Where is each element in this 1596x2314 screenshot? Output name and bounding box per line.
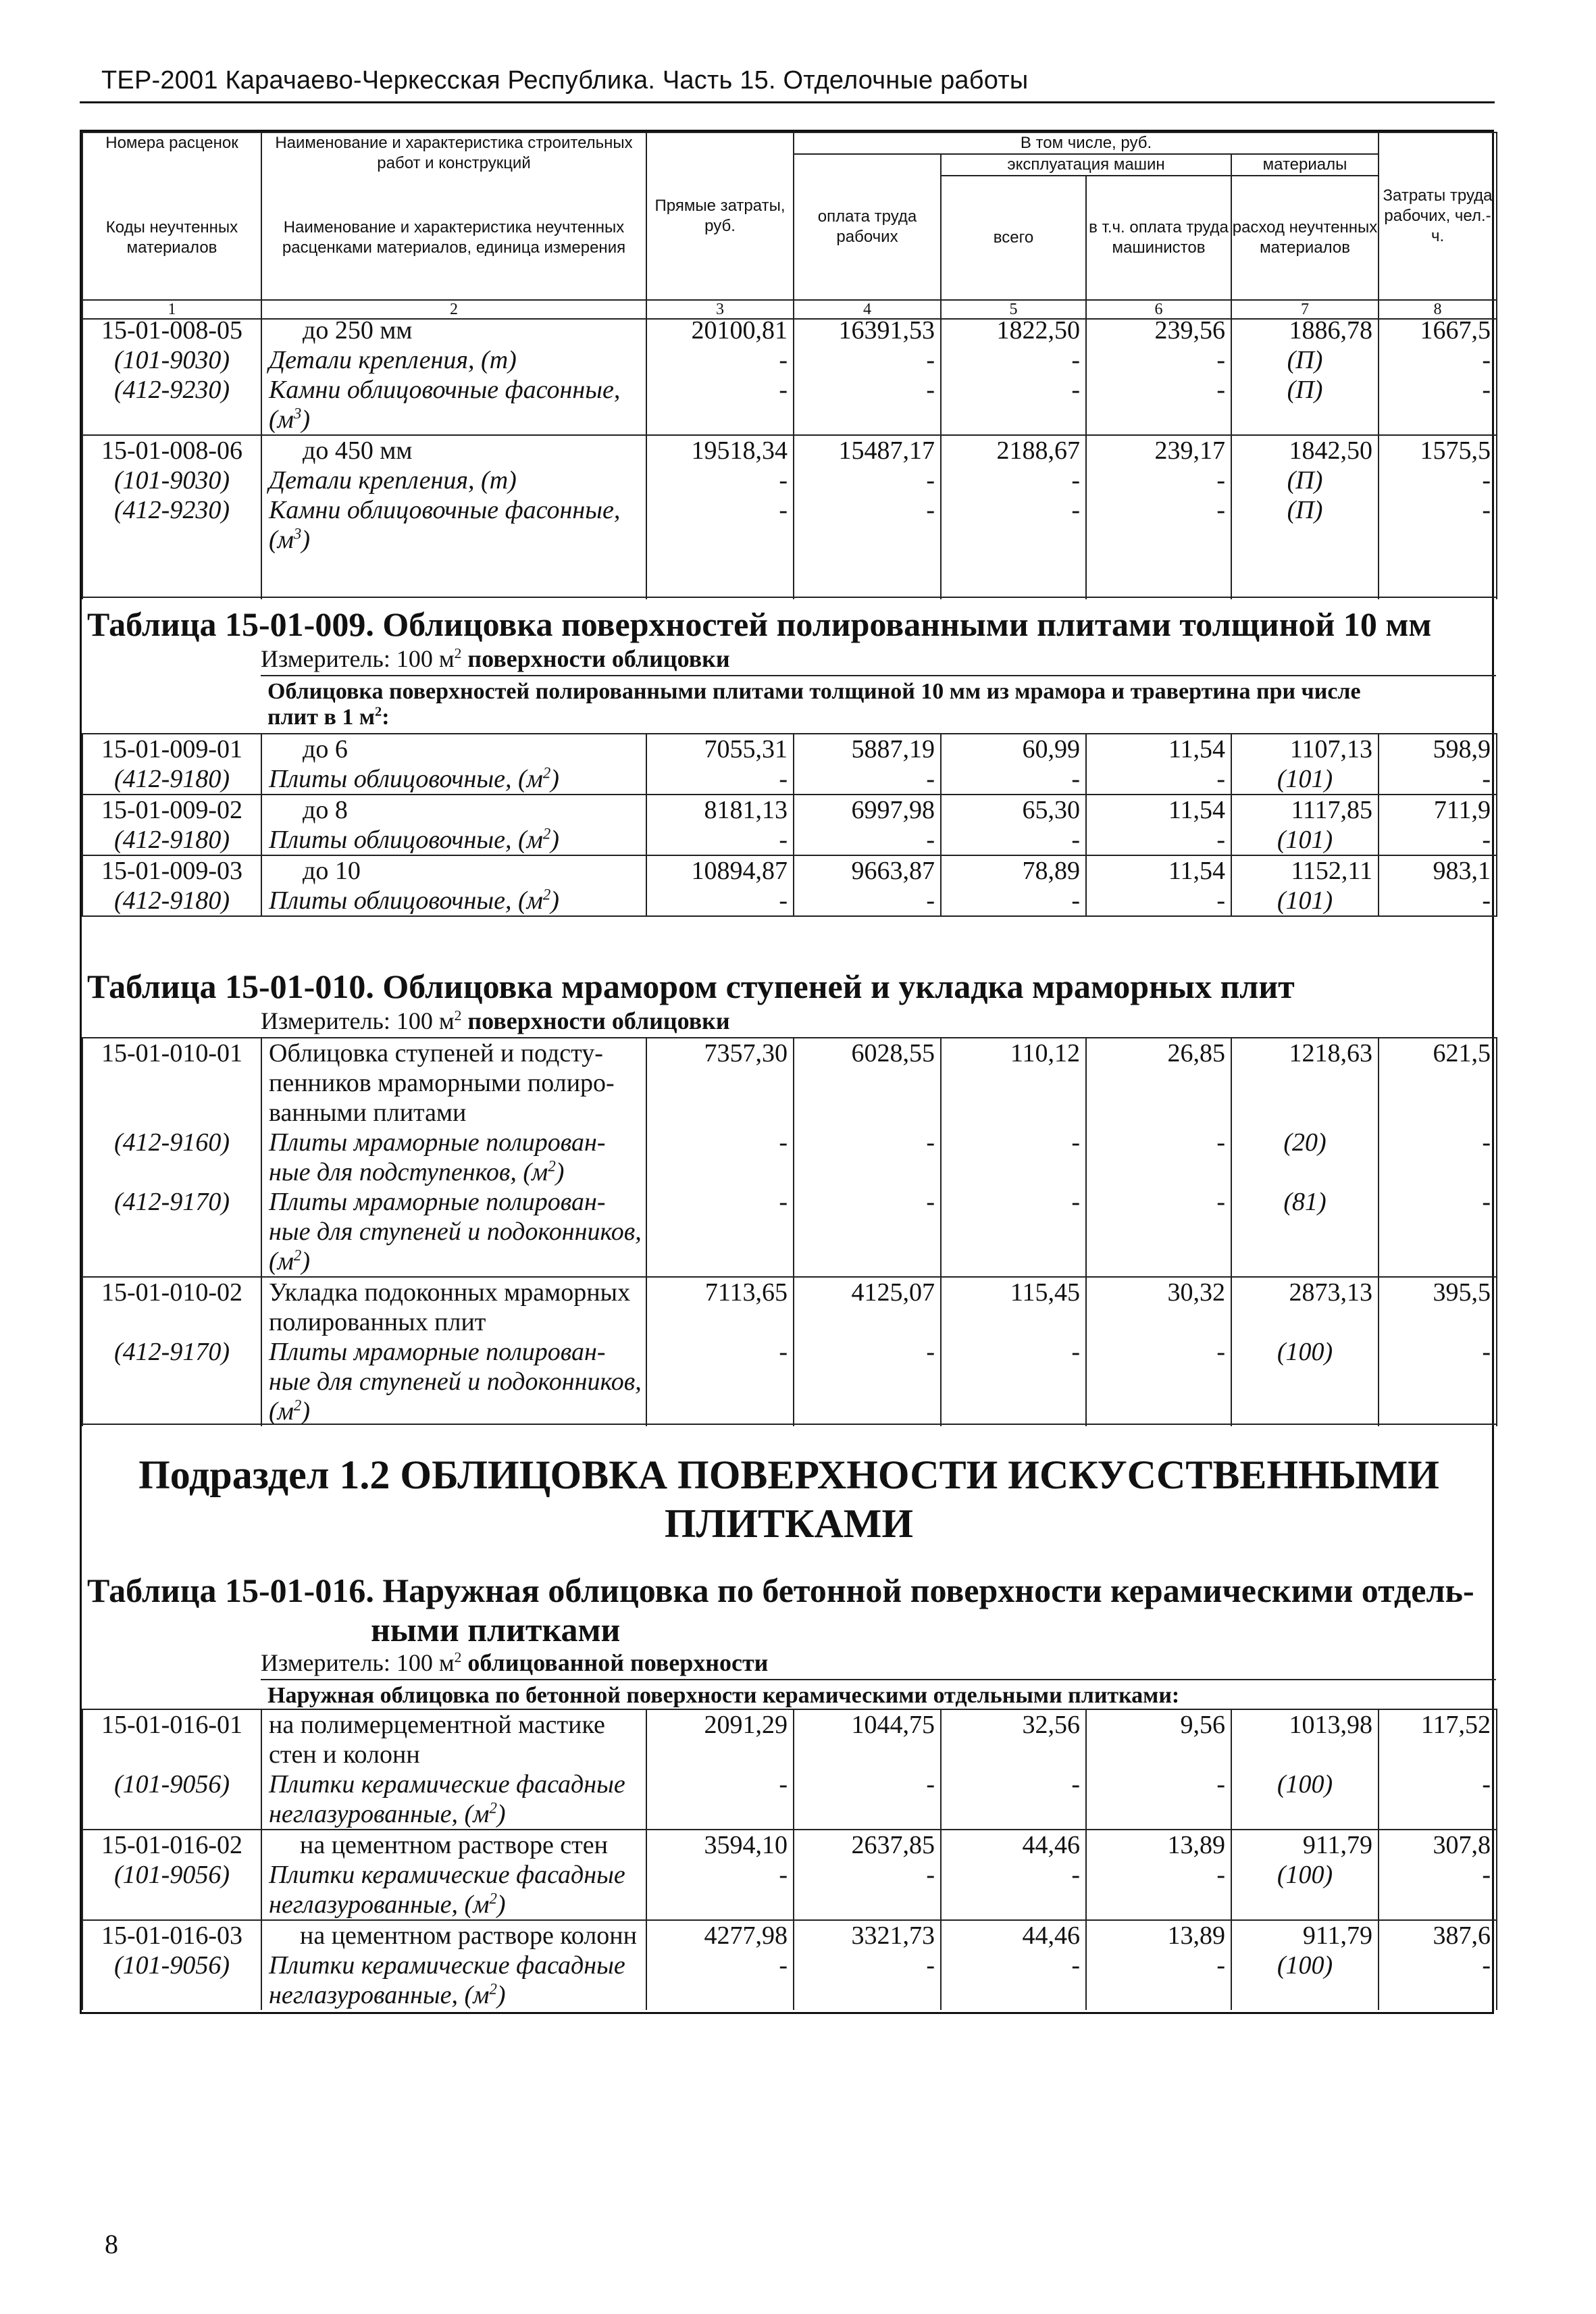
measure-suffix: поверхности облицовки xyxy=(461,645,730,672)
cell-dash: - xyxy=(794,1860,941,1920)
cell-dash: - xyxy=(646,1769,794,1830)
unit-text: (м xyxy=(269,405,294,434)
cell-direct: 20100,81 xyxy=(646,316,794,345)
cell-dash: - xyxy=(1379,1951,1497,2010)
materials-title: материалы xyxy=(1231,154,1379,176)
measure-prefix: Измеритель: 100 м xyxy=(261,1649,455,1676)
measure-prefix: Измеритель: 100 м xyxy=(261,1007,455,1034)
material-name: Детали крепления, (т) xyxy=(261,345,646,375)
cell-labor: 711,9 xyxy=(1379,795,1497,825)
row-code: 15-01-016-03 xyxy=(82,1920,261,1951)
row-code: 15-01-016-02 xyxy=(82,1830,261,1860)
material-name: Плитки керамические фасадные неглазурованные, $(м^2)$ xyxy=(261,1951,646,2010)
cell-dash: - xyxy=(794,1769,941,1830)
cell-machinists: 239,17 xyxy=(1086,435,1231,466)
cell-material-ref: (100) xyxy=(1231,1769,1379,1830)
row-name: до 6 xyxy=(261,734,646,764)
cell-machines: 44,46 xyxy=(941,1920,1086,1951)
cell-dash: - xyxy=(646,764,794,795)
cell-dash: - xyxy=(794,466,941,495)
unit-text: (м xyxy=(269,526,294,554)
col2-title: Наименование и характеристика строительных работ и конструкций xyxy=(261,132,646,176)
table-009-measure xyxy=(261,645,730,672)
cell-pay: 9663,87 xyxy=(794,855,941,886)
divider xyxy=(82,1424,1496,1425)
cell-machinists: 9,56 xyxy=(1086,1709,1231,1769)
caption-line1: Облицовка поверхностей полированными плитами толщиной 10 мм из мрамора и травертина при числе xyxy=(267,679,1361,704)
cell-materials: 1886,78 xyxy=(1231,316,1379,345)
row-code: 15-01-008-06 xyxy=(82,435,261,466)
material-name-text: Плиты облицовочные, (м xyxy=(269,826,543,854)
material-code: (101-9056) xyxy=(82,1860,261,1920)
section-title-line2: ПЛИТКАМИ xyxy=(664,1501,914,1546)
cell-labor: 598,9 xyxy=(1379,734,1497,764)
material-code: (412-9180) xyxy=(82,825,261,855)
col6-title: в т.ч. оплата труда машинистов xyxy=(1086,176,1231,300)
material-name-text: Плитки керамические фасадные неглазурованные, (м xyxy=(269,1951,625,2009)
table-009-rows xyxy=(82,733,1497,917)
cell-direct: 7357,30 xyxy=(646,1038,794,1128)
row-code: 15-01-008-05 xyxy=(82,316,261,345)
material-name: Плиты облицовочные, $(м^2)$ xyxy=(261,825,646,855)
cell-dash: - xyxy=(1086,375,1231,435)
material-name-text: Плиты облицовочные, (м xyxy=(269,886,543,915)
cell-pay: 6028,55 xyxy=(794,1038,941,1128)
cell-dash: - xyxy=(794,1128,941,1187)
cell-dash: - xyxy=(1379,825,1497,855)
cell-machinists: 30,32 xyxy=(1086,1277,1231,1337)
cell-materials: 1842,50 xyxy=(1231,435,1379,466)
cell-dash: - xyxy=(794,1187,941,1277)
cell-dash: - xyxy=(646,1187,794,1277)
cell-material-ref: (П) xyxy=(1231,375,1379,435)
cell-labor: 983,1 xyxy=(1379,855,1497,886)
cell-dash: - xyxy=(941,1769,1086,1830)
cell-dash: - xyxy=(1379,375,1497,435)
cell-pay: 3321,73 xyxy=(794,1920,941,1951)
cell-dash: - xyxy=(794,764,941,795)
cell-dash: - xyxy=(646,1951,794,2010)
cell-materials: 1152,11 xyxy=(1231,855,1379,886)
table-016-caption: Наружная облицовка по бетонной поверхности керамическими отдельными плитками: xyxy=(261,1679,1496,1709)
cell-dash: - xyxy=(941,466,1086,495)
cell-machines: 115,45 xyxy=(941,1277,1086,1337)
cell-machinists: 239,56 xyxy=(1086,316,1231,345)
cell-direct: 3594,10 xyxy=(646,1830,794,1860)
cell-dash: - xyxy=(1086,1128,1231,1187)
cell-dash: - xyxy=(646,1128,794,1187)
cell-dash: - xyxy=(941,1187,1086,1277)
caption-colon: : xyxy=(382,705,390,730)
row-code: 15-01-009-03 xyxy=(82,855,261,886)
cell-machines: 110,12 xyxy=(941,1038,1086,1128)
table-016-measure xyxy=(261,1649,768,1676)
row-name: Облицовка ступеней и подсту-пенников мраморными полиро-ванными плитами xyxy=(261,1038,646,1128)
col-num: 3 xyxy=(646,300,794,319)
cell-dash: - xyxy=(646,466,794,495)
caption-sup: 2 xyxy=(374,704,382,720)
cell-dash: - xyxy=(1379,1337,1497,1426)
unit-sup: 2 xyxy=(542,886,551,903)
cell-dash: - xyxy=(1379,764,1497,795)
col3-title: Прямые затраты, руб. xyxy=(646,132,794,300)
cell-dash: - xyxy=(1086,886,1231,916)
cell-dash: - xyxy=(1379,495,1497,599)
material-code: (412-9180) xyxy=(82,886,261,916)
cell-dash: - xyxy=(1086,1337,1231,1426)
cell-pay: 6997,98 xyxy=(794,795,941,825)
cell-dash: - xyxy=(794,375,941,435)
cell-machines: 60,99 xyxy=(941,734,1086,764)
material-name-text: Плиты облицовочные, (м xyxy=(269,765,543,793)
cell-dash: - xyxy=(646,825,794,855)
cell-labor: 621,5 xyxy=(1379,1038,1497,1128)
material-name: Плиты облицовочные, $(м^2)$ xyxy=(261,764,646,795)
machines-title: эксплуатация машин xyxy=(941,154,1231,176)
material-code: (412-9230) xyxy=(82,375,261,435)
row-code: 15-01-009-01 xyxy=(82,734,261,764)
material-name-text: Плиты мраморные полирован-ные для ступеней и подоконников, (м xyxy=(269,1338,642,1426)
measure-sup: 2 xyxy=(454,1649,462,1665)
material-name: Плитки керамические фасадные неглазурованные, $(м^2)$ xyxy=(261,1860,646,1920)
cell-dash: - xyxy=(646,886,794,916)
measure-prefix: Измеритель: 100 м xyxy=(261,645,455,672)
cell-dash: - xyxy=(1379,1769,1497,1830)
cell-material-ref: (100) xyxy=(1231,1951,1379,2010)
cell-material-ref: (101) xyxy=(1231,825,1379,855)
section-title-line1: Подраздел 1.2 ОБЛИЦОВКА ПОВЕРХНОСТИ ИСКУССТВЕННЫМИ xyxy=(138,1453,1439,1497)
cell-dash: - xyxy=(1086,1187,1231,1277)
row-name: до 8 xyxy=(261,795,646,825)
cell-dash: - xyxy=(941,886,1086,916)
col2-subtitle: Наименование и характеристика неучтенных расценками материалов, единица измерения xyxy=(261,176,646,300)
cell-direct: 2091,29 xyxy=(646,1709,794,1769)
material-name: Плиты мраморные полирован-ные для ступеней и подоконников, $(м^2)$ xyxy=(261,1187,646,1277)
cell-dash: - xyxy=(941,1128,1086,1187)
cell-direct: 7113,65 xyxy=(646,1277,794,1337)
cell-material-ref: (81) xyxy=(1231,1187,1379,1277)
cell-machinists: 13,89 xyxy=(1086,1920,1231,1951)
table-009-caption xyxy=(261,675,1496,730)
material-code: (412-9170) xyxy=(82,1337,261,1426)
material-name-text: Плиты мраморные полирован-ные для ступеней и подоконников, (м xyxy=(269,1188,642,1276)
cell-material-ref: (П) xyxy=(1231,495,1379,599)
cell-direct: 19518,34 xyxy=(646,435,794,466)
cell-dash: - xyxy=(646,495,794,599)
col-num: 5 xyxy=(941,300,1086,319)
material-name-text: Плитки керамические фасадные неглазурованные, (м xyxy=(269,1770,625,1828)
cell-dash: - xyxy=(646,345,794,375)
cell-machinists: 11,54 xyxy=(1086,734,1231,764)
cell-dash: - xyxy=(794,886,941,916)
page-frame xyxy=(80,130,1494,2014)
cell-dash: - xyxy=(1086,345,1231,375)
cell-dash: - xyxy=(941,1337,1086,1426)
cell-materials: 1117,85 xyxy=(1231,795,1379,825)
cell-dash: - xyxy=(1086,466,1231,495)
col4-title: оплата труда рабочих xyxy=(794,154,941,300)
cell-dash: - xyxy=(794,825,941,855)
cell-dash: - xyxy=(1379,466,1497,495)
material-code: (412-9180) xyxy=(82,764,261,795)
cell-dash: - xyxy=(941,375,1086,435)
cell-material-ref: (100) xyxy=(1231,1860,1379,1920)
col-num: 6 xyxy=(1086,300,1231,319)
cell-dash: - xyxy=(794,1337,941,1426)
cell-labor: 395,5 xyxy=(1379,1277,1497,1337)
cell-pay: 5887,19 xyxy=(794,734,941,764)
incl-title: В том числе, руб. xyxy=(794,132,1379,154)
material-name-text: Плиты мраморные полирован-ные для подступенков, (м xyxy=(269,1128,606,1186)
cell-dash: - xyxy=(646,1337,794,1426)
cell-materials: 911,79 xyxy=(1231,1830,1379,1860)
cell-machines: 32,56 xyxy=(941,1709,1086,1769)
cell-machines: 1822,50 xyxy=(941,316,1086,345)
cell-materials: 1218,63 xyxy=(1231,1038,1379,1128)
cell-direct: 10894,87 xyxy=(646,855,794,886)
caption-line2: плит в 1 м xyxy=(267,705,375,730)
divider xyxy=(82,597,1496,598)
row-code: 15-01-009-02 xyxy=(82,795,261,825)
col8-title: Затраты труда рабочих, чел.-ч. xyxy=(1379,132,1497,300)
unit-sup: 2 xyxy=(542,825,551,842)
cell-dash: - xyxy=(1379,886,1497,916)
unit-sup: 2 xyxy=(293,1397,302,1414)
cell-material-ref: (П) xyxy=(1231,466,1379,495)
cell-pay: 1044,75 xyxy=(794,1709,941,1769)
material-name: Плиты мраморные полирован-ные для подступенков, $(м^2)$ xyxy=(261,1128,646,1187)
cell-dash: - xyxy=(941,764,1086,795)
row-name: до 450 мм xyxy=(261,435,646,466)
cell-dash: - xyxy=(1086,764,1231,795)
cell-direct: 4277,98 xyxy=(646,1920,794,1951)
cell-dash: - xyxy=(794,345,941,375)
cell-material-ref: (П) xyxy=(1231,345,1379,375)
col-num: 4 xyxy=(794,300,941,319)
row-code: 15-01-010-02 xyxy=(82,1277,261,1337)
cell-dash: - xyxy=(646,375,794,435)
column-header xyxy=(82,132,1497,320)
material-code: (101-9056) xyxy=(82,1951,261,2010)
material-name: Камни облицовочные фасонные, $(м^3)$ xyxy=(261,375,646,435)
row-name: на полимерцементной мастике стен и колонн xyxy=(261,1709,646,1769)
cell-pay: 16391,53 xyxy=(794,316,941,345)
col-num: 2 xyxy=(261,300,646,319)
cell-dash: - xyxy=(1086,495,1231,599)
material-name: Камни облицовочные фасонные, $(м^3)$ xyxy=(261,495,646,599)
cell-machines: 65,30 xyxy=(941,795,1086,825)
header-rule xyxy=(80,101,1495,103)
table-010-rows xyxy=(82,1037,1497,1426)
table-008-rows xyxy=(82,316,1497,599)
cell-dash: - xyxy=(794,1951,941,2010)
cell-dash: - xyxy=(1379,345,1497,375)
cell-dash: - xyxy=(646,1860,794,1920)
cell-machines: 2188,67 xyxy=(941,435,1086,466)
cell-labor: 1575,5 xyxy=(1379,435,1497,466)
col-num: 1 xyxy=(82,300,261,319)
cell-labor: 307,8 xyxy=(1379,1830,1497,1860)
cell-material-ref: (101) xyxy=(1231,886,1379,916)
cell-dash: - xyxy=(941,345,1086,375)
unit-sup: 2 xyxy=(489,1890,497,1907)
row-code: 15-01-010-01 xyxy=(82,1038,261,1128)
cell-dash: - xyxy=(1379,1860,1497,1920)
cell-materials: 1107,13 xyxy=(1231,734,1379,764)
cell-machinists: 13,89 xyxy=(1086,1830,1231,1860)
unit-sup: 2 xyxy=(542,764,551,782)
material-code: (412-9230) xyxy=(82,495,261,599)
measure-sup: 2 xyxy=(454,1007,462,1024)
cell-dash: - xyxy=(941,1860,1086,1920)
col5-title: всего xyxy=(941,176,1086,300)
table-010-title: Таблица 15-01-010. Облицовка мрамором ступеней и укладка мраморных плит xyxy=(87,967,1295,1005)
cell-dash: - xyxy=(1379,1187,1497,1277)
measure-suffix: поверхности облицовки xyxy=(461,1007,730,1034)
cell-dash: - xyxy=(794,495,941,599)
cell-pay: 15487,17 xyxy=(794,435,941,466)
cell-dash: - xyxy=(1379,1128,1497,1187)
cell-materials: 1013,98 xyxy=(1231,1709,1379,1769)
unit-sup: 2 xyxy=(293,1247,302,1264)
cell-direct: 7055,31 xyxy=(646,734,794,764)
cell-pay: 4125,07 xyxy=(794,1277,941,1337)
table-016-title-line2: ными плитками xyxy=(371,1611,621,1649)
material-name: Плитки керамические фасадные неглазурованные, $(м^2)$ xyxy=(261,1769,646,1830)
table-009-title: Таблица 15-01-009. Облицовка поверхностей полированными плитами толщиной 10 мм xyxy=(87,605,1432,643)
measure-suffix: облицованной поверхности xyxy=(461,1649,769,1676)
material-code: (412-9170) xyxy=(82,1187,261,1277)
row-name: до 250 мм xyxy=(261,316,646,345)
cell-machinists: 26,85 xyxy=(1086,1038,1231,1128)
cell-material-ref: (100) xyxy=(1231,1337,1379,1426)
material-code: (101-9030) xyxy=(82,466,261,495)
row-code: 15-01-016-01 xyxy=(82,1709,261,1769)
table-016-title xyxy=(87,1571,1474,1649)
cell-labor: 1667,5 xyxy=(1379,316,1497,345)
material-name-text: Камни облицовочные фасонные, xyxy=(269,376,621,404)
table-016-rows xyxy=(82,1709,1497,2010)
material-name-text: Камни облицовочные фасонные, xyxy=(269,496,621,524)
material-name: Плиты мраморные полирован-ные для ступеней и подоконников, $(м^2)$ xyxy=(261,1337,646,1426)
col1-subtitle: Коды неучтенных материалов xyxy=(82,176,261,300)
cell-dash: - xyxy=(1086,1860,1231,1920)
material-name-text: Плитки керамические фасадные неглазурованные, (м xyxy=(269,1861,625,1919)
cell-materials: 911,79 xyxy=(1231,1920,1379,1951)
cell-dash: - xyxy=(1086,825,1231,855)
unit-sup: 2 xyxy=(489,1980,497,1998)
cell-machinists: 11,54 xyxy=(1086,855,1231,886)
unit-sup: 3 xyxy=(293,405,302,422)
unit-sup: 2 xyxy=(548,1157,556,1175)
cell-dash: - xyxy=(1086,1769,1231,1830)
cell-material-ref: (20) xyxy=(1231,1128,1379,1187)
row-name: на цементном растворе стен xyxy=(261,1830,646,1860)
measure-sup: 2 xyxy=(454,645,462,661)
col1-title: Номера расценок xyxy=(82,132,261,176)
cell-material-ref: (101) xyxy=(1231,764,1379,795)
material-name: Плиты облицовочные, $(м^2)$ xyxy=(261,886,646,916)
cell-machinists: 11,54 xyxy=(1086,795,1231,825)
cell-pay: 2637,85 xyxy=(794,1830,941,1860)
cell-dash: - xyxy=(1086,1951,1231,2010)
cell-labor: 387,6 xyxy=(1379,1920,1497,1951)
col7-title: расход неучтенных материалов xyxy=(1231,176,1379,300)
unit-sup: 2 xyxy=(489,1799,497,1817)
col-num: 7 xyxy=(1231,300,1379,319)
material-code: (412-9160) xyxy=(82,1128,261,1187)
cell-dash: - xyxy=(941,495,1086,599)
page-number: 8 xyxy=(105,2229,118,2259)
material-name: Детали крепления, (т) xyxy=(261,466,646,495)
cell-dash: - xyxy=(941,1951,1086,2010)
section-title xyxy=(82,1451,1496,1548)
table-010-measure xyxy=(261,1007,730,1034)
material-code: (101-9056) xyxy=(82,1769,261,1830)
material-code: (101-9030) xyxy=(82,345,261,375)
cell-machines: 78,89 xyxy=(941,855,1086,886)
cell-materials: 2873,13 xyxy=(1231,1277,1379,1337)
table-016-title-line1: Таблица 15-01-016. Наружная облицовка по бетонной поверхности керамическими отдель- xyxy=(87,1571,1474,1609)
cell-machines: 44,46 xyxy=(941,1830,1086,1860)
cell-dash: - xyxy=(941,825,1086,855)
running-header: ТЕР-2001 Карачаево-Черкесская Республика. Часть 15. Отделочные работы xyxy=(101,66,1029,95)
row-name: на цементном растворе колонн xyxy=(261,1920,646,1951)
cell-labor: 117,52 xyxy=(1379,1709,1497,1769)
cell-direct: 8181,13 xyxy=(646,795,794,825)
unit-sup: 3 xyxy=(293,525,302,543)
row-name: до 10 xyxy=(261,855,646,886)
row-name: Укладка подоконных мраморных полированных плит xyxy=(261,1277,646,1337)
col-num: 8 xyxy=(1379,300,1497,319)
